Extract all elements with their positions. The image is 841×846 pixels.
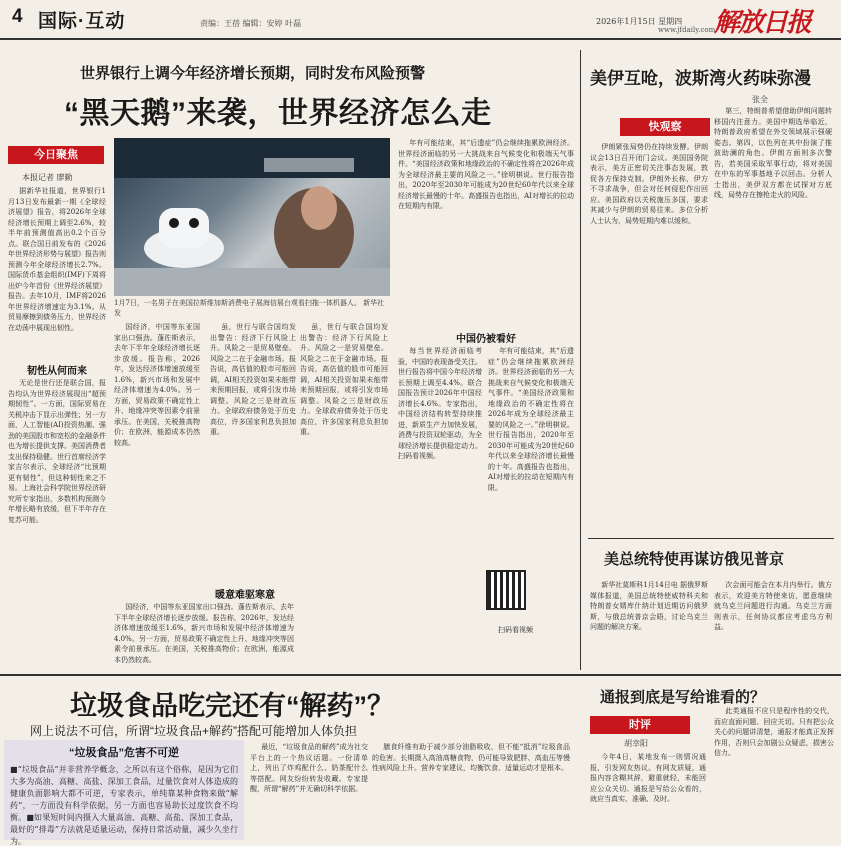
junk-food-col-3: 膳食纤维有助于减少部分油脂吸收，但不能“抵消”垃圾食品的危害。长期摄入高油高糖食物，仍可能导致肥胖、高血压等慢性病风险上升。营养专家建议，均衡饮食、适量运动才是根本。 [372,743,570,772]
main-story-headline: “黑天鹅”来袭，世界经济怎么走 [64,97,492,130]
right-top-headline: 美伊互呛，波斯湾火药味弥漫 [590,69,811,88]
right-mid-col-1: 新华社莫斯科1月14日电 据俄罗斯媒体报道，美国总统特使威特科夫和特朗普女婿库什纳计划近期访问俄罗斯，与俄总统普京会晤，讨论乌克兰问题的解决方案。 [590,581,708,631]
subhead-china: 中国仍被看好 [456,334,516,345]
main-col-4: 虽，世行与联合国均发出警告：经济下行风险上升。风险之一是贸易壁垒。风险之二在于金融市场。报告说，高估值的股市可能回调，AI相关投资如果未能带来预期回报，或将引发市场调整。风险之三是财政压力。全球政府债务处于历史高位，许多国家利息负担加重。 [210,323,296,436]
section-title: 国际·互动 [38,11,126,32]
info-box [4,740,244,846]
newspaper-logo: 解放日报 [714,8,811,38]
main-story-kicker: 世界银行上调今年经济增长预期，同时发布风险预警 [80,65,426,82]
commentary-tag: 时评 [590,716,690,734]
junk-food-subtitle: 网上说法不可信，所谓“垃圾食品+解药”搭配可能增加人体负担 [30,724,358,738]
main-story-byline: 本报记者 廖勤 [22,173,73,182]
qr-code-icon[interactable] [486,570,526,610]
commentary-headline: 通报到底是写给谁看的？ [600,689,766,706]
column-divider [580,50,581,670]
main-col-1: 据新华社报道，世界银行1月13日发布最新一期《全球经济展望》报告，将2026年全球经济增长预期上调至2.6%，较半年前预测值高出0.2个百分点。联合国日前发布的《2026年世界经济形势与展望》报告则预测今年全球经济增长2.7%。国际货币基金组织(IMF)下周将出炉今年首份《世界经济展望》报告。去年10月，IMF将2026年世界经济增速定为3.1%。从贸易摩擦到债务压力，世界经济在动荡中展现出韧性。 [8,187,106,332]
qr-code-label: 扫码看视频 [498,626,533,634]
today-focus-tag: 今日聚焦 [8,146,104,164]
main-col-3b: 国经济，中国等东亚国家出口强劲。蓬佐斯表示，去年下半年全球经济增长逐步放缓。报告称，2026年，发达经济体增速放缓至1.6%，新兴市场和发展中经济体增速为4.0%。另一方面，贸易政策不确定性上升、地缘冲突等因素令前景承压。在美国，关税推高物价；在欧洲，能源成本仍然较高。 [114,603,294,664]
main-col-3: 国经济，中国等东亚国家出口强劲。蓬佐斯表示，去年下半年全球经济增长逐步放缓。报告称，2026年，发达经济体增速放缓至1.6%，新兴市场和发展中经济体增速为4.0%。另一方面，贸易政策不确定性上升、地缘冲突等因素令前景承压。在美国，关税推高物价；在欧洲，能源成本仍然较高。 [114,323,200,447]
robot-vacuum-photo [114,138,390,296]
page-number: 4 [12,6,23,27]
main-col-2: 无论是世行还是联合国，报告均认为世界经济展现出“超预期韧性”。一方面，国际贸易在关税冲击下显示出弹性；另一方面，人工智能(AI)投资热潮、强劲的美国股市和宽松的金融条件也为增长提供支撑。美国消费者支出保持稳健。世行首席经济学家吉尔表示，全球经济“比预期更有韧性”，但这种韧性来之不易。上海社会科学院世界经济研究所专家指出，多数机构预测今年增长略有放缓，但下半年存在复苏可能。 [8,379,106,524]
right-mid-col-2: 次会面可能会在本月内举行。俄方表示，欢迎美方特使来访，愿意继续就乌克兰问题进行沟通。乌克兰方面则表示，任何协议都应考虑乌方利益。 [714,581,832,631]
subhead-resilience: 韧性从何而来 [27,366,87,377]
commentary-col-2: 此类通报不应只是程序性的交代，而应直面问题、回应关切。只有把公众关心的问题讲清楚，通报才能真正发挥作用，否则只会加剧公众疑虑，损害公信力。 [714,707,834,757]
info-box-title: “垃圾食品”危害不可逆 [69,747,179,759]
info-box-text: ■“垃圾食品”并非营养学概念，之所以有这个俗称，是因为它们大多为高油、高糖、高盐、深加工食品，过量饮食对人体造成的健康负面影响大都不可逆，专家表示，单纯靠某种食物来做“解药”，一方面没有科学依据，另一方面也容易助长过度饮食不均衡。■如果短时间内摄入大量高油、高糖、高盐、深加工食品，最好的“排毒”方法就是适量运动，保持日常活动量，减少久坐行为。 [10,765,238,846]
right-mid-headline: 美总统特使再谋访俄见普京 [604,551,785,568]
main-col-6: 每当世界经济面临考验，中国的表现备受关注。世行报告将中国今年经济增长预期上调至4.4%。联合国报告预计2026年中国经济增长4.6%。专家指出，中国经济结构转型持续推进，新质生产力加快发展，消费与投资双轮驱动，为全球经济增长提供稳定动力。扫码看视频。 [398,347,482,460]
commentary-col-1: 今年4日，某地发布一则情况通报，引发网友热议。有网友质疑，通报内容含糊其辞，避重就轻，未能回应公众关切。通报是写给公众看的，就应当真实、准确、及时。 [590,753,706,803]
page-divider [0,674,841,676]
photo-caption: 1月7日，一名男子在美国拉斯维加斯消费电子展海信展台观看扫拖一体机器人。 新华社 发 [114,299,385,317]
main-col-6b: 年有可能结束，其“后遗症”仍会继续拖累欧洲经济。世界经济面临的另一大挑战来自气候变化和极端天气事件。“美国经济政策和地缘政治的不确定性将在2026年成为全球经济最主要的风险之一。”徐明棋说。世行报告指出，2020年至2030年可能成为20世纪60年代以来全球经济增长最慢的十年。高盛报告也指出，AI对增长的拉动在短期内有限。 [488,347,574,492]
quick-observation-tag: 快观察 [620,118,710,136]
right-top-byline: 张全 [752,95,768,104]
subhead-warmth: 暖意难驱寒意 [215,590,275,601]
right-top-col-2: 第三，特朗普希望借助伊朗问题转移国内注意力。美国中期选举临近，特朗普政府希望在外交领域展示强硬姿态。第四，以色列在其中扮演了推波助澜的角色。伊朗方面则多次警告，若美国采取军事行动，将对美国在中东的军事基地予以回击。分析人士指出，美伊双方都在试探对方底线，局势存在擦枪走火的风险。 [714,107,832,199]
junk-food-col-2: 最近，“垃圾食品的解药”成为社交平台上的一个热议话题。一份清单上，列出了炸鸡配什么、奶茶配什么等搭配。网友纷纷转发收藏。专家提醒，所谓“解药”并无确切科学依据。 [250,743,368,793]
right-top-col-1: 伊朗紧张局势仍在持续发酵。伊朗议会13日召开闭门会议。美国国务院表示，美方正密切关注事态发展，敦促各方保持克制。伊朗外长称，伊方不寻求战争，但会对任何侵犯作出回应。美国政府以关税施压多国，要求其减少与伊朗的贸易往来。多位分析人士认为，局势短期内难以缓和。 [590,143,708,225]
commentary-byline: 胡幸阳 [624,739,648,748]
editors-line: 责编：王蓓 编辑：安婷 叶磊 [200,19,302,28]
issue-date: 2026年1月15日 星期四 [596,17,683,26]
main-col-4b: 虽，世行与联合国均发出警告：经济下行风险上升。风险之一是贸易壁垒。风险之二在于金融市场。报告说，高估值的股市可能回调，AI相关投资如果未能带来预期回报，或将引发市场调整。风险之三是财政压力。全球政府债务处于历史高位，许多国家利息负担加重。 [300,323,388,436]
website-url[interactable]: www.jfdaily.com [658,26,716,34]
main-col-5: 年有可能结束，其“后遗症”仍会继续拖累欧洲经济。世界经济面临的另一大挑战来自气候变化和极端天气事件。“美国经济政策和地缘政治的不确定性将在2026年成为全球经济最主要的风险之一。”徐明棋说。世行报告指出，2020年至2030年可能成为20世纪60年代以来全球经济增长最慢的十年。高盛报告也指出，AI对增长的拉动在短期内有限。 [398,139,574,210]
junk-food-headline: 垃圾食品吃完还有“解药”？ [70,691,394,721]
section-rule [588,538,834,539]
